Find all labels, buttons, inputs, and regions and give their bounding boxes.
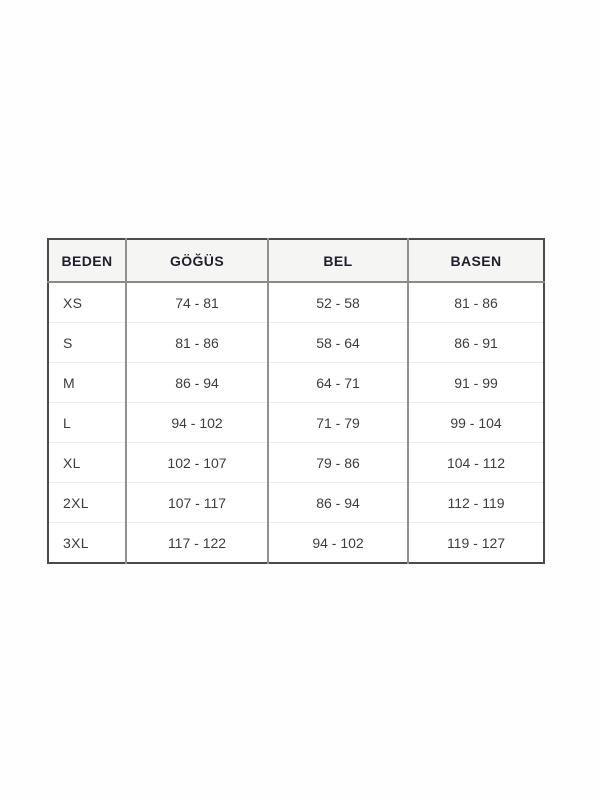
size-cell: 2XL [48, 483, 126, 523]
waist-cell: 86 - 94 [268, 483, 408, 523]
hip-cell: 119 - 127 [408, 523, 544, 564]
header-hip: BASEN [408, 239, 544, 282]
size-cell: L [48, 403, 126, 443]
chest-cell: 117 - 122 [126, 523, 268, 564]
waist-cell: 52 - 58 [268, 282, 408, 323]
header-waist: BEL [268, 239, 408, 282]
size-chart-body [48, 282, 544, 563]
chest-cell: 102 - 107 [126, 443, 268, 483]
size-cell: M [48, 363, 126, 403]
chest-cell: 94 - 102 [126, 403, 268, 443]
table-row [48, 483, 544, 523]
table-row [48, 443, 544, 483]
waist-cell: 64 - 71 [268, 363, 408, 403]
size-cell: XS [48, 282, 126, 323]
hip-cell: 99 - 104 [408, 403, 544, 443]
size-chart-header [48, 239, 544, 282]
hip-cell: 112 - 119 [408, 483, 544, 523]
header-row [48, 239, 544, 282]
hip-cell: 104 - 112 [408, 443, 544, 483]
size-cell: 3XL [48, 523, 126, 564]
table-row [48, 363, 544, 403]
chest-cell: 81 - 86 [126, 323, 268, 363]
chest-cell: 86 - 94 [126, 363, 268, 403]
waist-cell: 94 - 102 [268, 523, 408, 564]
table-row [48, 282, 544, 323]
chest-cell: 74 - 81 [126, 282, 268, 323]
table-row [48, 323, 544, 363]
hip-cell: 91 - 99 [408, 363, 544, 403]
chest-cell: 107 - 117 [126, 483, 268, 523]
waist-cell: 71 - 79 [268, 403, 408, 443]
hip-cell: 81 - 86 [408, 282, 544, 323]
size-chart [47, 238, 543, 564]
hip-cell: 86 - 91 [408, 323, 544, 363]
size-cell: S [48, 323, 126, 363]
waist-cell: 79 - 86 [268, 443, 408, 483]
waist-cell: 58 - 64 [268, 323, 408, 363]
table-row [48, 403, 544, 443]
header-chest: GÖĞÜS [126, 239, 268, 282]
size-cell: XL [48, 443, 126, 483]
header-size: BEDEN [48, 239, 126, 282]
table-row [48, 523, 544, 564]
size-chart-table [47, 238, 545, 564]
